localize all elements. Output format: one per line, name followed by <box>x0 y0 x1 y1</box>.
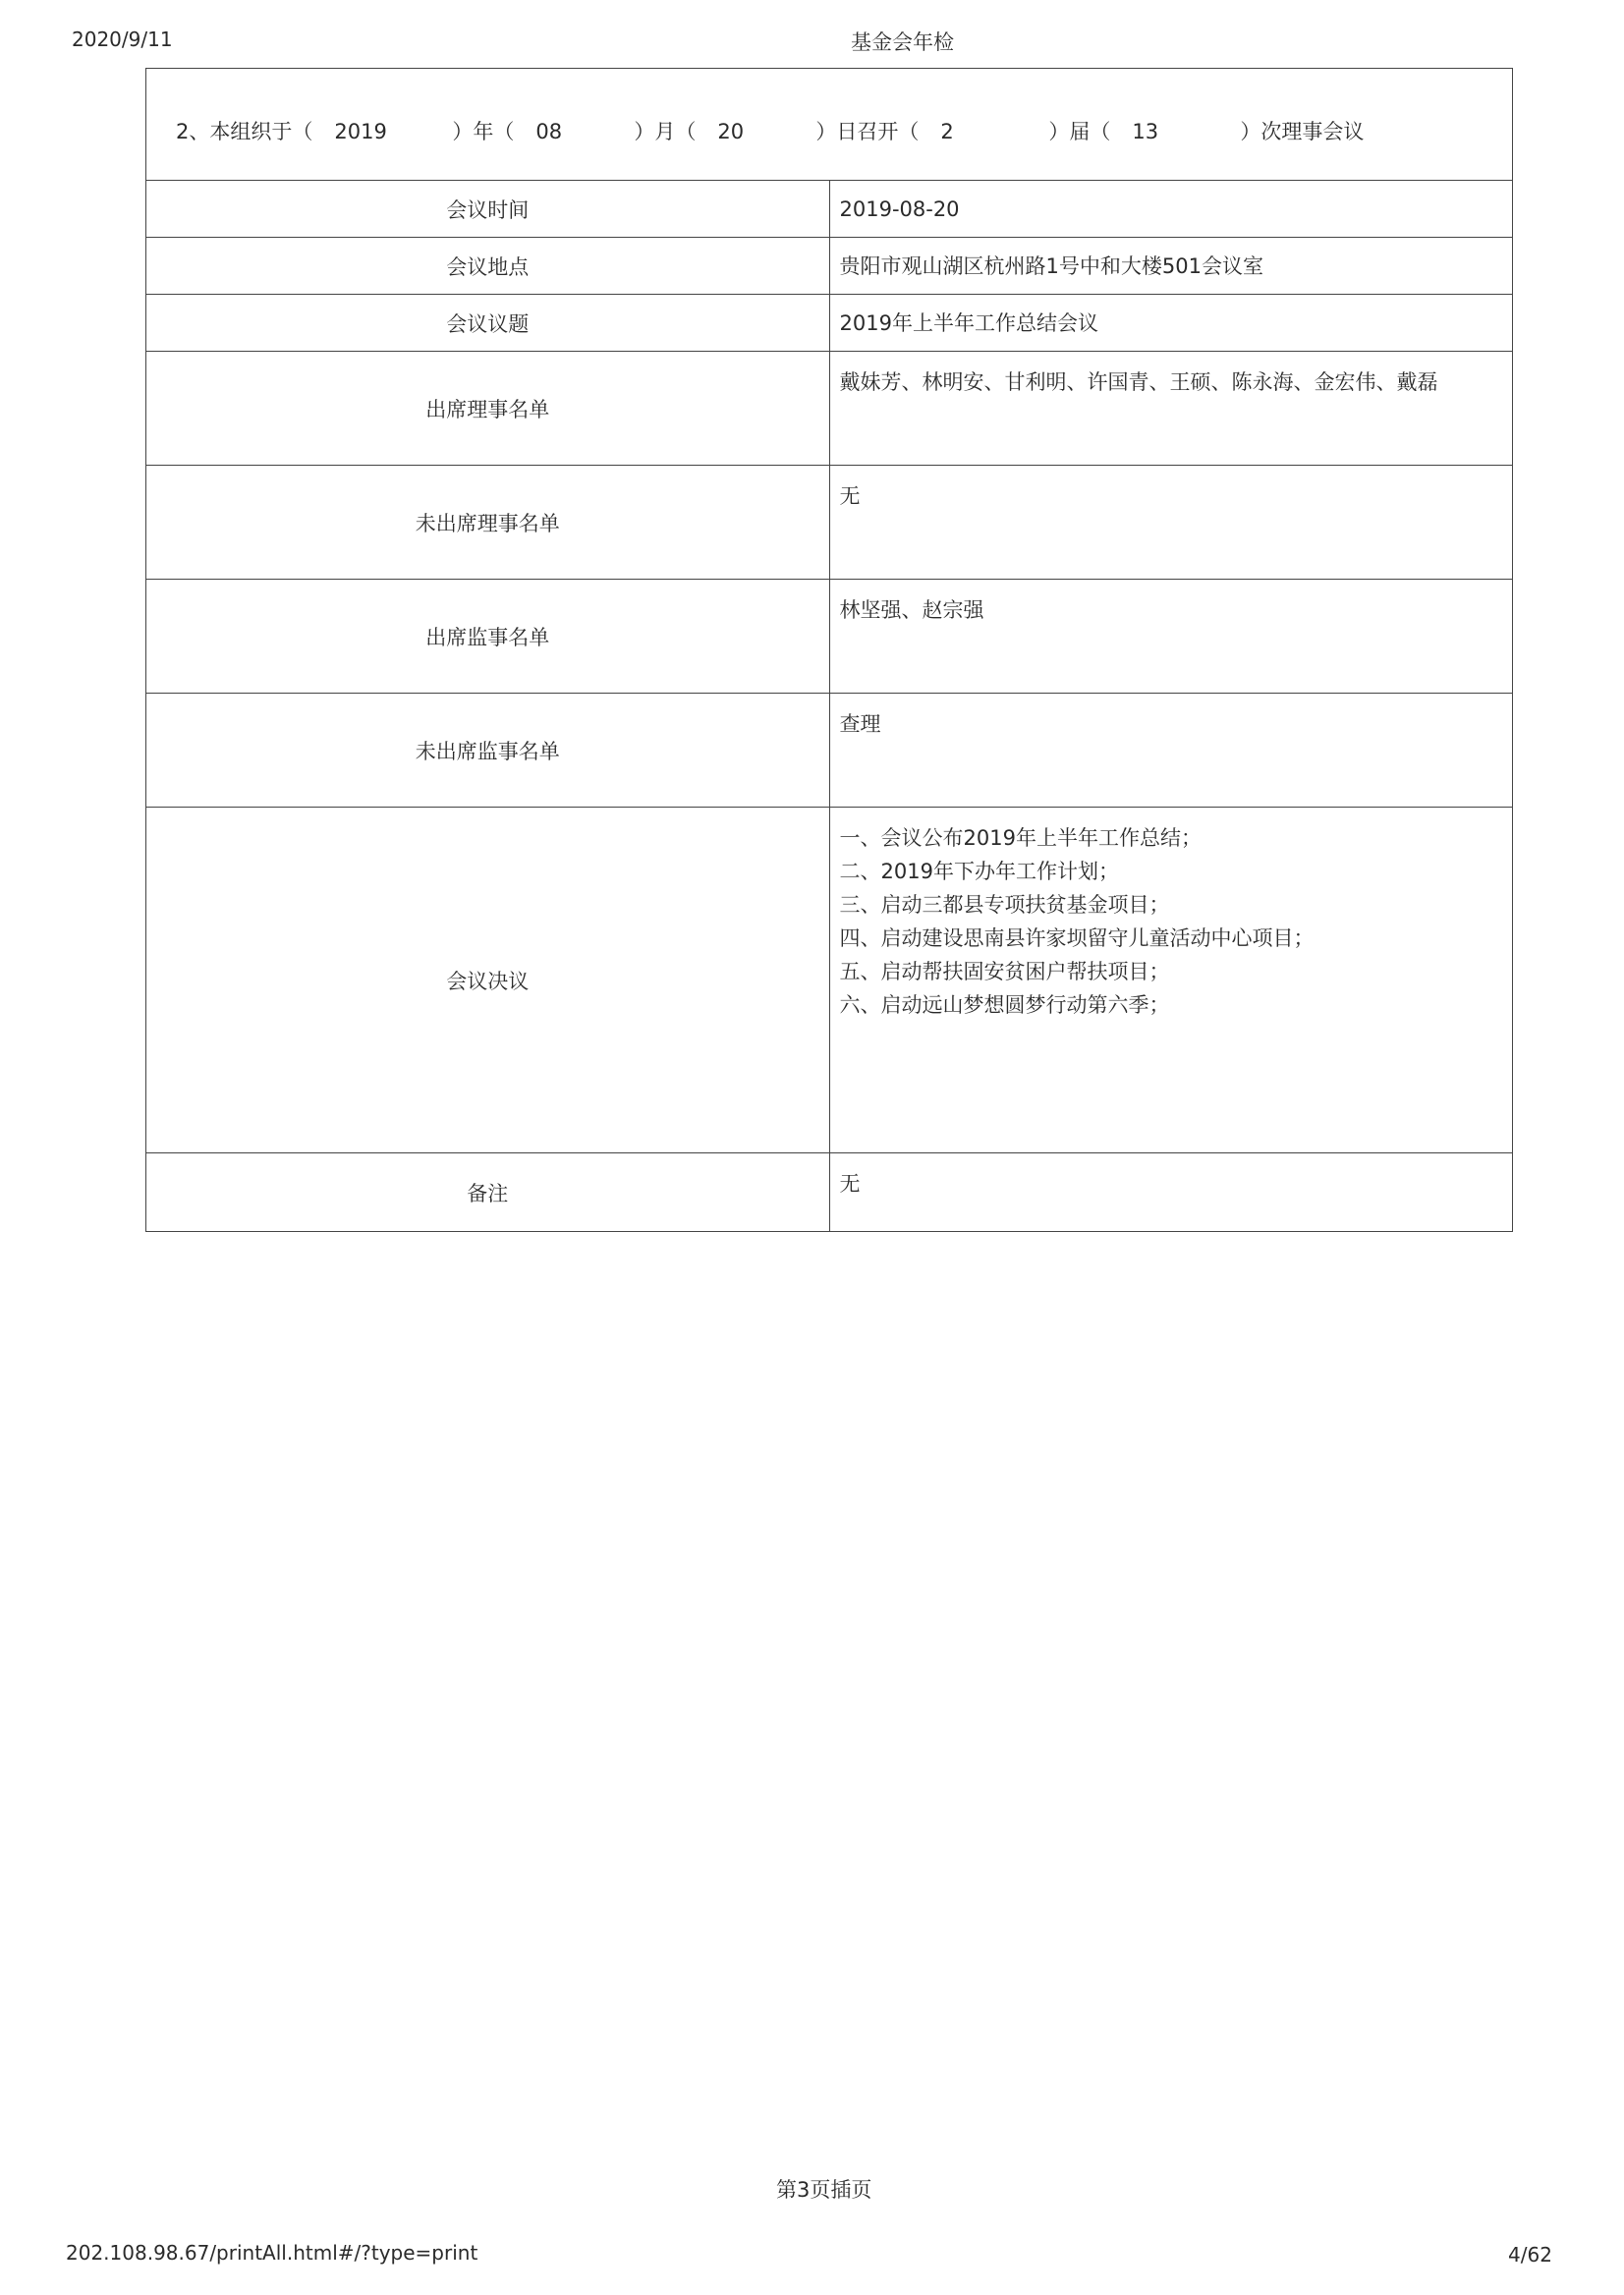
resolutions-list <box>829 808 1513 1153</box>
year-unit: ）年（ <box>452 119 515 143</box>
attend-supervisors-label: 出席监事名单 <box>146 580 830 694</box>
attend-supervisors-value: 林坚强、赵宗强 <box>829 580 1513 694</box>
meeting-session: 2 <box>940 119 954 143</box>
resolution-item: 四、启动建设思南县许家坝留守儿童活动中心项目； <box>839 926 1315 950</box>
print-date: 2020/9/11 <box>72 28 173 51</box>
remarks-value: 无 <box>829 1153 1513 1232</box>
time-value: 2019-08-20 <box>829 181 1513 238</box>
meeting-day: 20 <box>717 119 745 143</box>
page-insert-label: 第3页插页 <box>776 2178 872 2202</box>
place-value: 贵阳市观山湖区杭州路1号中和大楼501会议室 <box>829 238 1513 295</box>
resolution-item: 二、2019年下办年工作计划； <box>839 860 1119 883</box>
attend-directors-value: 戴妹芳、林明安、甘利明、许国青、王硕、陈永海、金宏伟、戴磊 <box>829 352 1513 466</box>
meeting-month: 08 <box>535 119 563 143</box>
meeting-number: 13 <box>1132 119 1159 143</box>
resolutions-label: 会议决议 <box>146 808 830 1153</box>
time-label: 会议时间 <box>146 181 830 238</box>
day-unit: ）日召开（ <box>815 119 920 143</box>
absent-supervisors-label: 未出席监事名单 <box>146 694 830 808</box>
meeting-form <box>145 68 1513 1232</box>
page-title: 基金会年检 <box>851 30 954 54</box>
attend-directors-label: 出席理事名单 <box>146 352 830 466</box>
page-count: 4/62 <box>1508 2243 1552 2267</box>
topic-value: 2019年上半年工作总结会议 <box>829 295 1513 352</box>
absent-supervisors-value: 查理 <box>829 694 1513 808</box>
resolution-item: 三、启动三都县专项扶贫基金项目； <box>839 893 1170 917</box>
meeting-year: 2019 <box>334 119 387 143</box>
month-unit: ）月（ <box>634 119 697 143</box>
session-unit: ）届（ <box>1048 119 1111 143</box>
intro-lead: 2、本组织于（ <box>176 119 313 143</box>
resolution-item: 六、启动远山梦想圆梦行动第六季； <box>839 993 1170 1017</box>
absent-directors-value: 无 <box>829 466 1513 580</box>
place-label: 会议地点 <box>146 238 830 295</box>
meeting-intro <box>146 69 1513 181</box>
resolution-item: 一、会议公布2019年上半年工作总结； <box>839 826 1202 850</box>
meeting-unit: ）次理事会议 <box>1240 119 1365 143</box>
topic-label: 会议议题 <box>146 295 830 352</box>
print-url: 202.108.98.67/printAll.html#/?type=print <box>66 2241 478 2265</box>
absent-directors-label: 未出席理事名单 <box>146 466 830 580</box>
remarks-label: 备注 <box>146 1153 830 1232</box>
resolution-item: 五、启动帮扶固安贫困户帮扶项目； <box>839 960 1170 983</box>
